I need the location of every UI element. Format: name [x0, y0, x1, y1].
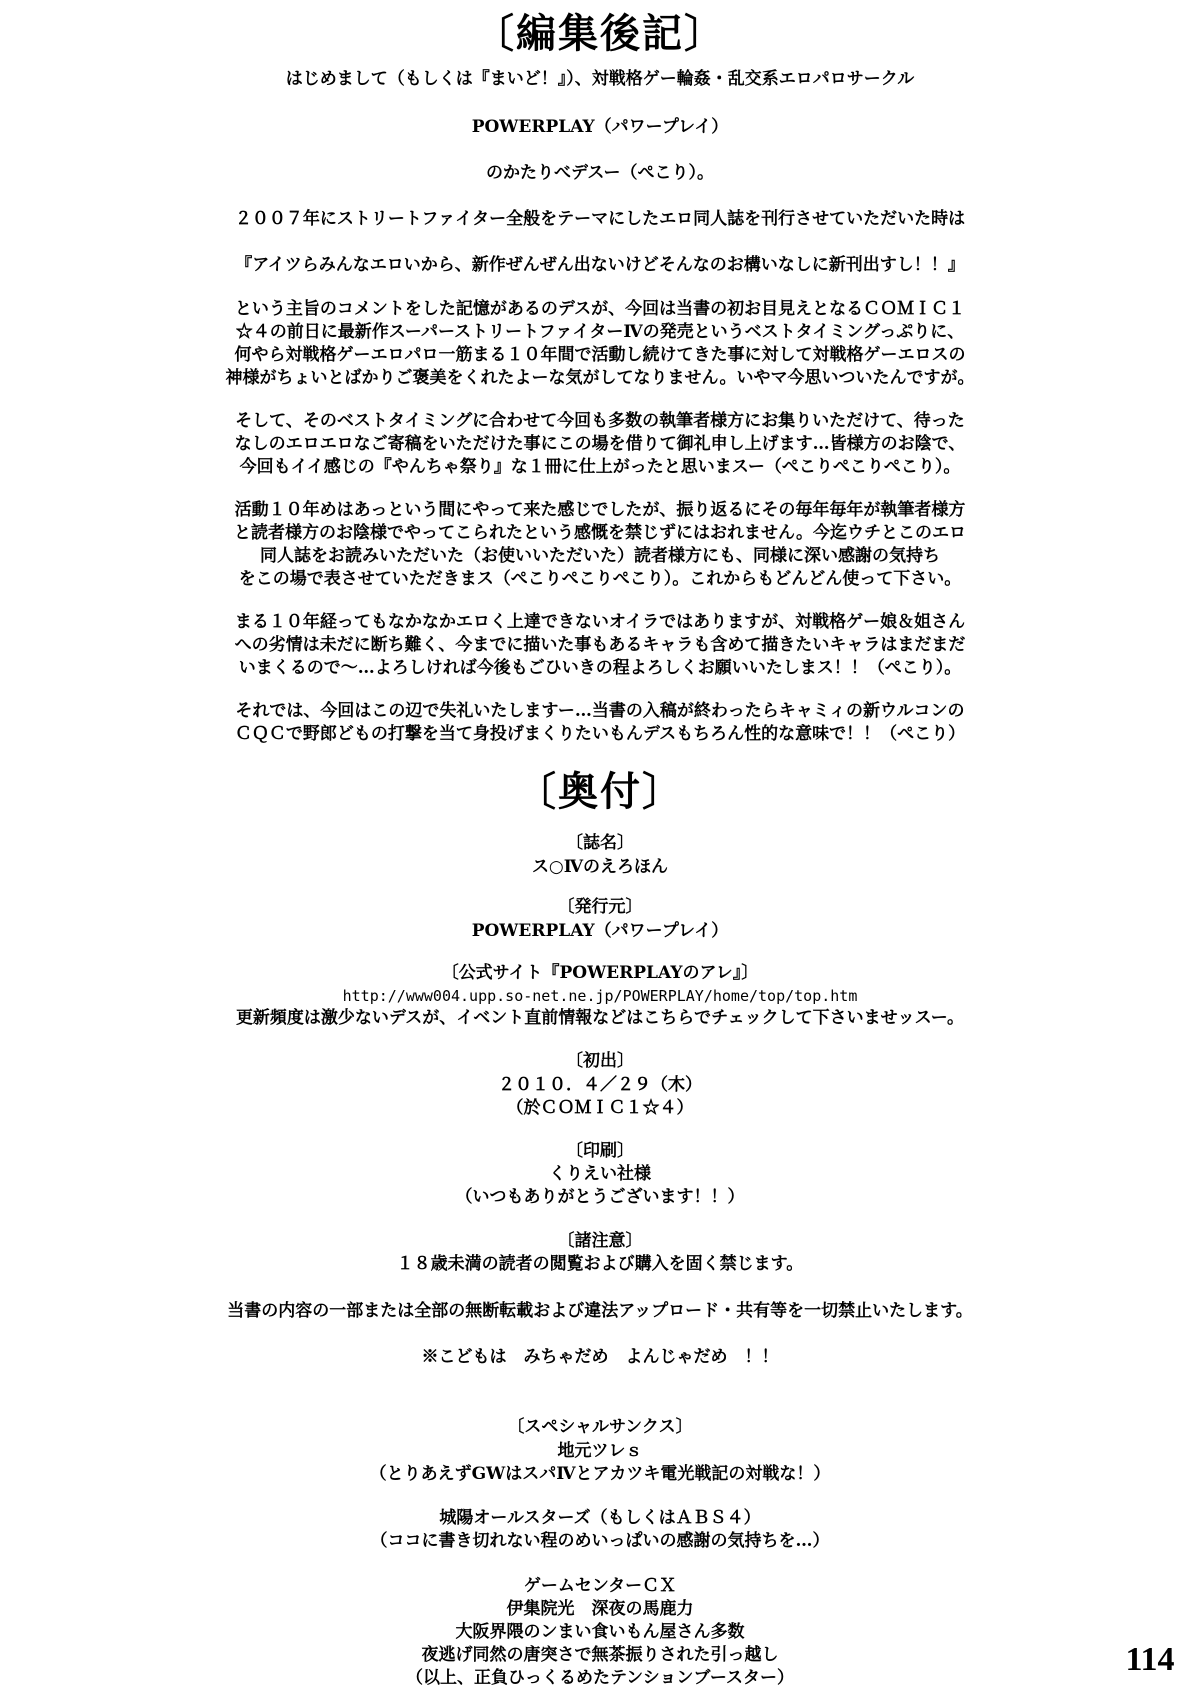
afterword-line: いまくるので～…よろしければ今後もごひいきの程よろしくお願いいたしまス！！（ぺこり）。	[238, 658, 962, 678]
afterword-line: をこの場で表させていただきまス（ぺこりぺこりぺこり）。これからもどんどん使って下さい。	[238, 569, 962, 589]
colophon-value: （いつもありがとうございます！！）	[455, 1187, 745, 1207]
afterword-line: なしのエロエロなご寄稿をいただけた事にこの場を借りて御礼申し上げます…皆様方のお陰で、	[234, 434, 966, 454]
colophon-value: 地元ツレｓ	[557, 1441, 643, 1461]
colophon-value: ※こどもは みちゃだめ よんじゃだめ ！！	[421, 1347, 779, 1367]
page-number: 114	[1125, 1641, 1175, 1678]
colophon-label: 〔印刷〕	[566, 1141, 634, 1161]
colophon-label: 〔公式サイト『POWERPLAYのアレ』〕	[441, 963, 759, 983]
colophon-label: 〔諸注意〕	[557, 1231, 643, 1251]
colophon-value: 大阪界隈のンまい食いもん屋さん多数	[455, 1622, 745, 1642]
colophon-value: ゲームセンターＣＸ	[523, 1576, 677, 1596]
colophon-value: （於ＣＯＭＩＣ１☆４）	[506, 1098, 694, 1118]
colophon-value: （ココに書き切れない程のめいっぱいの感謝の気持ちを…）	[370, 1531, 830, 1551]
site-url: http://www004.upp.so-net.ne.jp/POWERPLAY/home/top/top.htm	[342, 987, 858, 1005]
afterword-line: ☆４の前日に最新作スーパーストリートファイターⅣの発売というベストタイミングっぷりに、	[235, 322, 965, 342]
colophon-value: ２０１０．４／２９（木）	[498, 1075, 702, 1095]
colophon-value: ス○Ⅳのえろほん	[531, 857, 669, 877]
colophon-label: 〔初出〕	[566, 1051, 634, 1071]
colophon-value: １８歳未満の読者の閲覧および購入を固く禁じます。	[396, 1254, 804, 1274]
afterword-line: 活動１０年めはあっという間にやって来た感じでしたが、振り返るにその毎年毎年が執筆者様方	[234, 500, 966, 520]
afterword-heading: 〔編集後記〕	[474, 10, 726, 57]
afterword-line: 神様がちょいとばかりご褒美をくれたよーな気がしてなりません。いやマ今思いついたんですが。	[225, 368, 975, 388]
colophon-value: POWERPLAY（パワープレイ）	[471, 921, 729, 941]
afterword-line: と読者様方のお陰様でやってこられたという感慨を禁じずにはおれません。今迄ウチとこのエロ	[233, 523, 967, 543]
afterword-line: への劣情は未だに断ち難く、今までに描いた事もあるキャラも含めて描きたいキャラはまだまだ	[234, 635, 966, 655]
colophon-value: 夜逃げ同然の唐突さで無茶振りされた引っ越し	[421, 1645, 779, 1665]
afterword-line: 『アイツらみんなエロいから、新作ぜんぜん出ないけどそんなのお構いなしに新刊出すし！！』	[235, 255, 965, 275]
afterword-line: ＣＱＣで野郎どもの打撃を当て身投げまくりたいもんデスもちろん性的な意味で！！（ぺこり）	[234, 724, 966, 744]
colophon-value: （以上、正負ひっくるめたテンションブースター）	[405, 1668, 795, 1688]
afterword-line: 同人誌をお読みいただいた（お使いいただいた）読者様方にも、同様に深い感謝の気持ち	[260, 546, 940, 566]
colophon-value: （とりあえずGWはスパⅣとアカツキ電光戦記の対戦な！）	[369, 1464, 831, 1484]
afterword-line: それでは、今回はこの辺で失礼いたしますー…当書の入稿が終わったらキャミィの新ウルコンの	[235, 701, 965, 721]
afterword-line: POWERPLAY（パワープレイ）	[471, 117, 729, 137]
afterword-line: ２００７年にストリートファイター全般をテーマにしたエロ同人誌を刊行させていただいた時は	[234, 209, 966, 229]
afterword-line: のかたりべデスー（ぺこり）。	[486, 163, 714, 183]
afterword-line: 今回もイイ感じの『やんちゃ祭り』な１冊に仕上がったと思いまスー（ぺこりぺこりぺこり）。	[239, 457, 961, 477]
afterword-line: という主旨のコメントをした記憶があるのデスが、今回は当書の初お目見えとなるＣＯＭＩＣ１	[234, 299, 966, 319]
afterword-line: まる１０年経ってもなかなかエロく上達できないオイラではありますが、対戦格ゲー娘＆姐さん	[234, 612, 966, 632]
afterword-line: 何やら対戦格ゲーエロパロ一筋まる１０年間で活動し続けてきた事に対して対戦格ゲーエロスの	[234, 345, 966, 365]
colophon-value: 更新頻度は激少ないデスが、イベント直前情報などはこちらでチェックして下さいませッスー。	[235, 1008, 965, 1028]
afterword-line: そして、そのベストタイミングに合わせて今回も多数の執筆者様方にお集りいただけて、待った	[235, 411, 965, 431]
colophon-value: くりえい社様	[549, 1164, 651, 1184]
colophon-heading: 〔奥付〕	[516, 768, 684, 815]
colophon-label: 〔誌名〕	[566, 833, 634, 853]
afterword-line: はじめまして（もしくは『まいど！』）、対戦格ゲー輪姦・乱交系エロパロサークル	[285, 69, 915, 89]
colophon-value: 伊集院光 深夜の馬鹿力	[506, 1599, 694, 1619]
colophon-value: 城陽オールスターズ（もしくはＡＢＳ４）	[439, 1508, 761, 1528]
colophon-label: 〔スペシャルサンクス〕	[507, 1417, 693, 1437]
colophon-label: 〔発行元〕	[557, 897, 643, 917]
colophon-value: 当書の内容の一部または全部の無断転載および違法アップロード・共有等を一切禁止いたします。	[227, 1301, 973, 1321]
